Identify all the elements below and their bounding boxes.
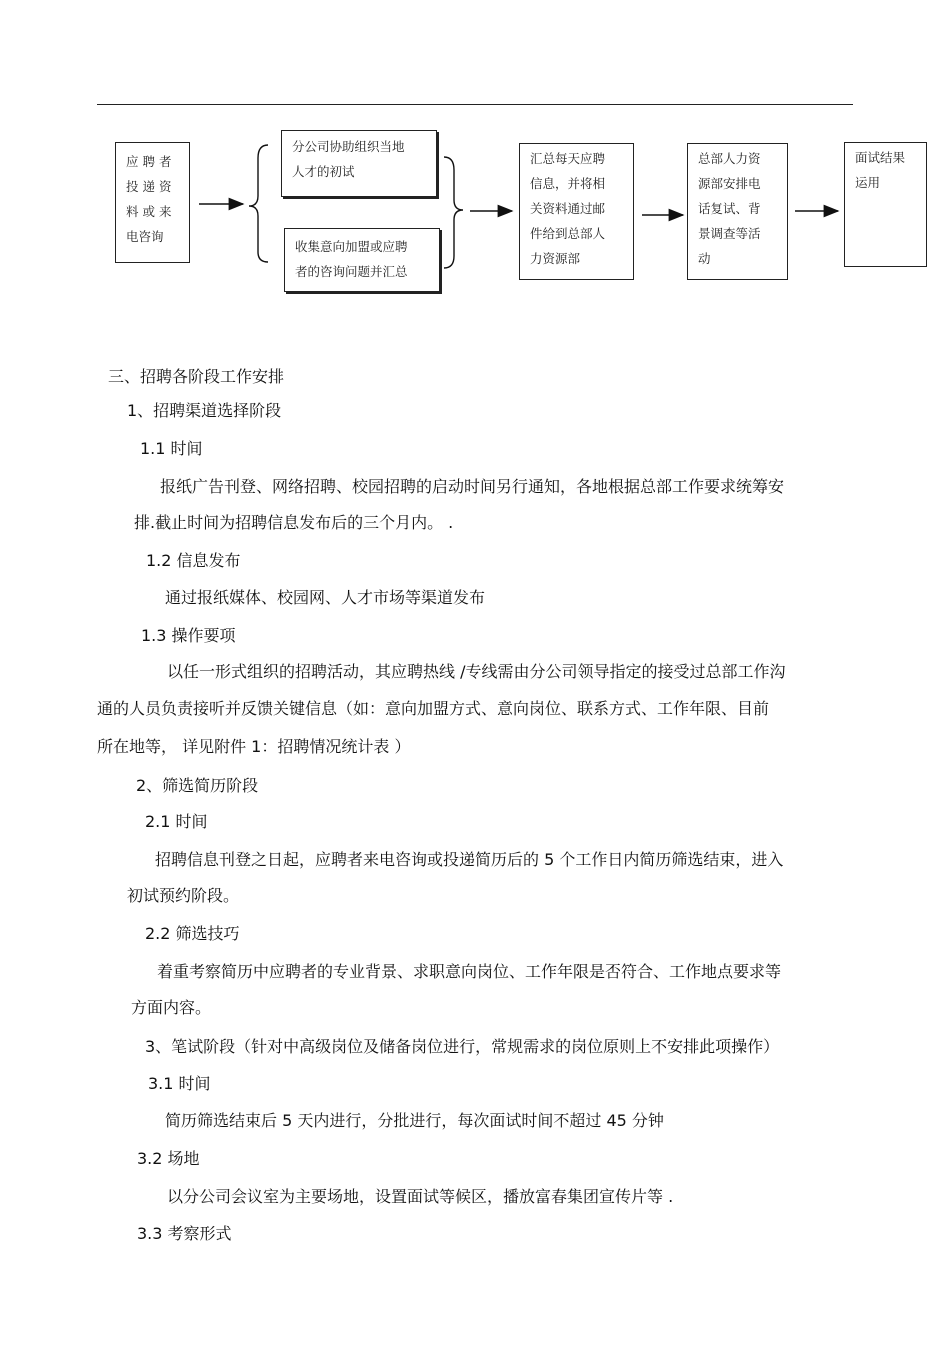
subheading-1-1: 1.1 时间 — [140, 439, 203, 458]
left-brace — [249, 145, 268, 262]
subheading-1-3: 1.3 操作要项 — [141, 626, 236, 645]
flow-box-initial-interview: 分公司协助组织当地 人才的初试 — [281, 130, 437, 197]
flow-box-result: 面试结果 运用 — [844, 142, 927, 267]
paragraph-1-3-line-3: 所在地等， 详见附件 1：招聘情况统计表 ） — [97, 737, 411, 756]
paragraph-1-1-line-2: 排.截止时间为招聘信息发布后的三个月内。 . — [134, 513, 454, 532]
stage-1-heading: 1、招聘渠道选择阶段 — [127, 401, 282, 420]
flow-box-summary: 汇总每天应聘 信息，并将相 关资料通过邮 件给到总部人 力资源部 — [519, 143, 634, 280]
flow-box-collect-questions: 收集意向加盟或应聘 者的咨询问题并汇总 — [284, 228, 440, 292]
section-heading: 三、招聘各阶段工作安排 — [108, 367, 285, 386]
stage-2-heading: 2、筛选简历阶段 — [136, 776, 259, 795]
paragraph-1-1-line-1: 报纸广告刊登、网络招聘、校园招聘的启动时间另行通知，各地根据总部工作要求统筹安 — [160, 477, 785, 496]
stage-3-heading: 3、笔试阶段（针对中高级岗位及储备岗位进行，常规需求的岗位原则上不安排此项操作） — [145, 1037, 780, 1056]
paragraph-3-1: 简历筛选结束后 5 天内进行，分批进行，每次面试时间不超过 45 分钟 — [165, 1111, 664, 1130]
paragraph-2-2-line-2: 方面内容。 — [131, 998, 212, 1017]
paragraph-2-2-line-1: 着重考察简历中应聘者的专业背景、求职意向岗位、工作年限是否符合、工作地点要求等 — [157, 962, 782, 981]
subheading-2-1: 2.1 时间 — [145, 812, 208, 831]
subheading-3-1: 3.1 时间 — [148, 1074, 211, 1093]
right-brace — [444, 157, 463, 268]
flow-box-hq-hr: 总部人力资 源部安排电 话复试、背 景调查等活 动 — [687, 143, 788, 280]
subheading-2-2: 2.2 筛选技巧 — [145, 924, 240, 943]
paragraph-1-2: 通过报纸媒体、校园网、人才市场等渠道发布 — [165, 588, 486, 607]
subheading-1-2: 1.2 信息发布 — [146, 551, 241, 570]
subheading-3-3: 3.3 考察形式 — [137, 1224, 232, 1243]
paragraph-2-1-line-2: 初试预约阶段。 — [127, 886, 240, 905]
paragraph-2-1-line-1: 招聘信息刊登之日起，应聘者来电咨询或投递简历后的 5 个工作日内简历筛选结束，进入 — [155, 850, 784, 869]
paragraph-1-3-line-1: 以任一形式组织的招聘活动，其应聘热线 /专线需由分公司领导指定的接受过总部工作沟 — [167, 662, 786, 681]
paragraph-1-3-line-2: 通的人员负责接听并反馈关键信息（如：意向加盟方式、意向岗位、联系方式、工作年限、目前 — [97, 699, 770, 718]
subheading-3-2: 3.2 场地 — [137, 1149, 200, 1168]
paragraph-3-2: 以分公司会议室为主要场地，设置面试等候区，播放富春集团宣传片等 . — [167, 1187, 674, 1206]
flow-box-applicant: 应 聘 者 投 递 资 料 或 来 电咨询 — [115, 142, 190, 263]
